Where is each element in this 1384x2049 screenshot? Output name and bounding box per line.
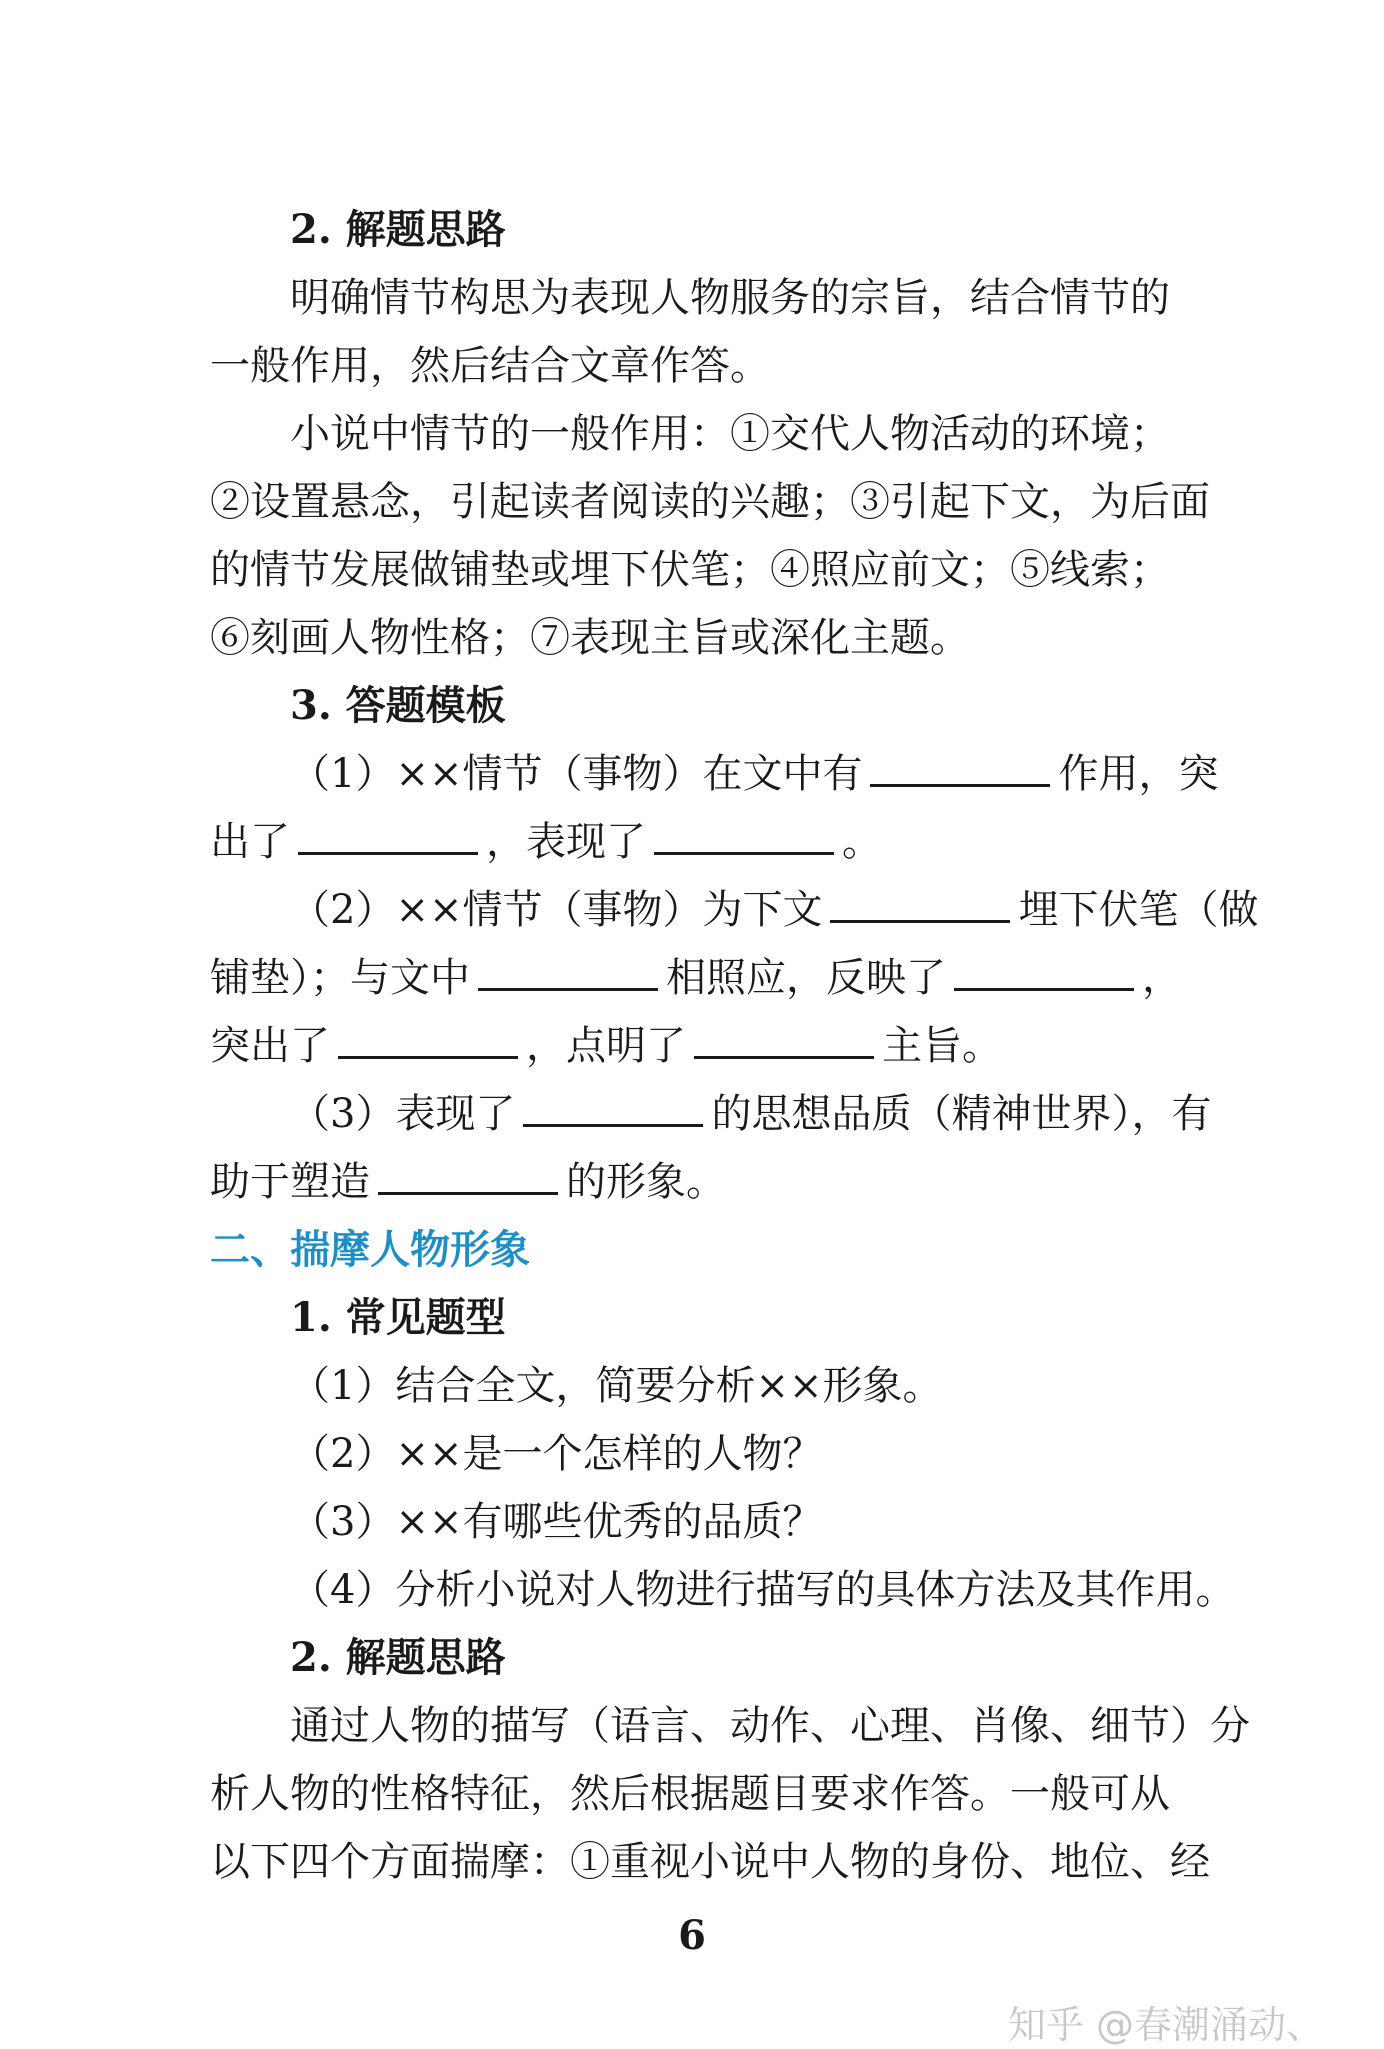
fill-blank (478, 954, 658, 991)
paragraph-line: 通过人物的描写（语言、动作、心理、肖像、细节）分 (290, 1703, 1250, 1749)
template-text: 出了 (210, 819, 290, 865)
paragraph-line: 明确情节构思为表现人物服务的宗旨，结合情节的 (290, 275, 1170, 321)
question-type-item: （2）××是一个怎样的人物？ (290, 1431, 823, 1477)
paragraph-line: 小说中情节的一般作用：①交代人物活动的环境； (290, 411, 1170, 457)
fill-blank (654, 818, 834, 855)
page-number: 6 (678, 1912, 706, 1959)
template-text: ，表现了 (486, 819, 646, 865)
template-text: （3）表现了 (290, 1091, 516, 1137)
paragraph-line: 析人物的性格特征，然后根据题目要求作答。一般可从 (210, 1771, 1170, 1817)
template-line-4 (210, 948, 1190, 1008)
subheading-approach-1: 2. 解题思路 (290, 206, 506, 253)
template-text: 相照应，反映了 (666, 955, 946, 1001)
template-text: 助于塑造 (210, 1159, 370, 1205)
fill-blank (830, 886, 1010, 923)
template-line-3 (290, 880, 1259, 940)
template-text: 的形象。 (566, 1159, 726, 1205)
subheading-approach-2: 2. 解题思路 (290, 1634, 506, 1681)
template-text: 埋下伏笔（做 (1018, 887, 1259, 933)
fill-blank (870, 750, 1050, 787)
template-text: ， (1142, 955, 1182, 1001)
fill-blank (378, 1158, 558, 1195)
paragraph-line: 一般作用，然后结合文章作答。 (210, 343, 770, 389)
template-line-6 (290, 1084, 1212, 1144)
fill-blank (694, 1022, 874, 1059)
fill-blank (954, 954, 1134, 991)
template-text: 的思想品质（精神世界），有 (711, 1091, 1212, 1137)
paragraph-line: 的情节发展做铺垫或埋下伏笔；④照应前文；⑤线索； (210, 547, 1170, 593)
fill-blank (523, 1090, 703, 1127)
fill-blank (298, 818, 478, 855)
paragraph-line: ②设置悬念，引起读者阅读的兴趣；③引起下文，为后面 (210, 479, 1210, 525)
template-text: 主旨。 (882, 1023, 1002, 1069)
section-heading: 二、揣摩人物形象 (210, 1227, 530, 1273)
template-text: （1）××情节（事物）在文中有 (290, 751, 863, 797)
template-line-5 (210, 1016, 1190, 1076)
template-text: 铺垫）；与文中 (210, 955, 470, 1001)
subheading-template: 3. 答题模板 (290, 682, 506, 729)
template-line-1 (290, 744, 1219, 804)
fill-blank (338, 1022, 518, 1059)
question-type-item: （4）分析小说对人物进行描写的具体方法及其作用。 (290, 1567, 1236, 1613)
template-text: （2）××情节（事物）为下文 (290, 887, 823, 933)
template-line-2 (210, 812, 1190, 872)
template-text: 。 (842, 819, 882, 865)
template-text: ，点明了 (526, 1023, 686, 1069)
template-line-7 (210, 1152, 1190, 1212)
watermark: 知乎 @春潮涌动、 (1007, 2003, 1324, 2047)
question-type-item: （1）结合全文，简要分析××形象。 (290, 1363, 943, 1409)
paragraph-line: ⑥刻画人物性格；⑦表现主旨或深化主题。 (210, 615, 970, 661)
template-text: 突出了 (210, 1023, 330, 1069)
template-text: 作用，突 (1058, 751, 1219, 797)
question-type-item: （3）××有哪些优秀的品质？ (290, 1499, 823, 1545)
paragraph-line: 以下四个方面揣摩：①重视小说中人物的身份、地位、经 (210, 1839, 1210, 1885)
subheading-question-types: 1. 常见题型 (290, 1294, 506, 1341)
